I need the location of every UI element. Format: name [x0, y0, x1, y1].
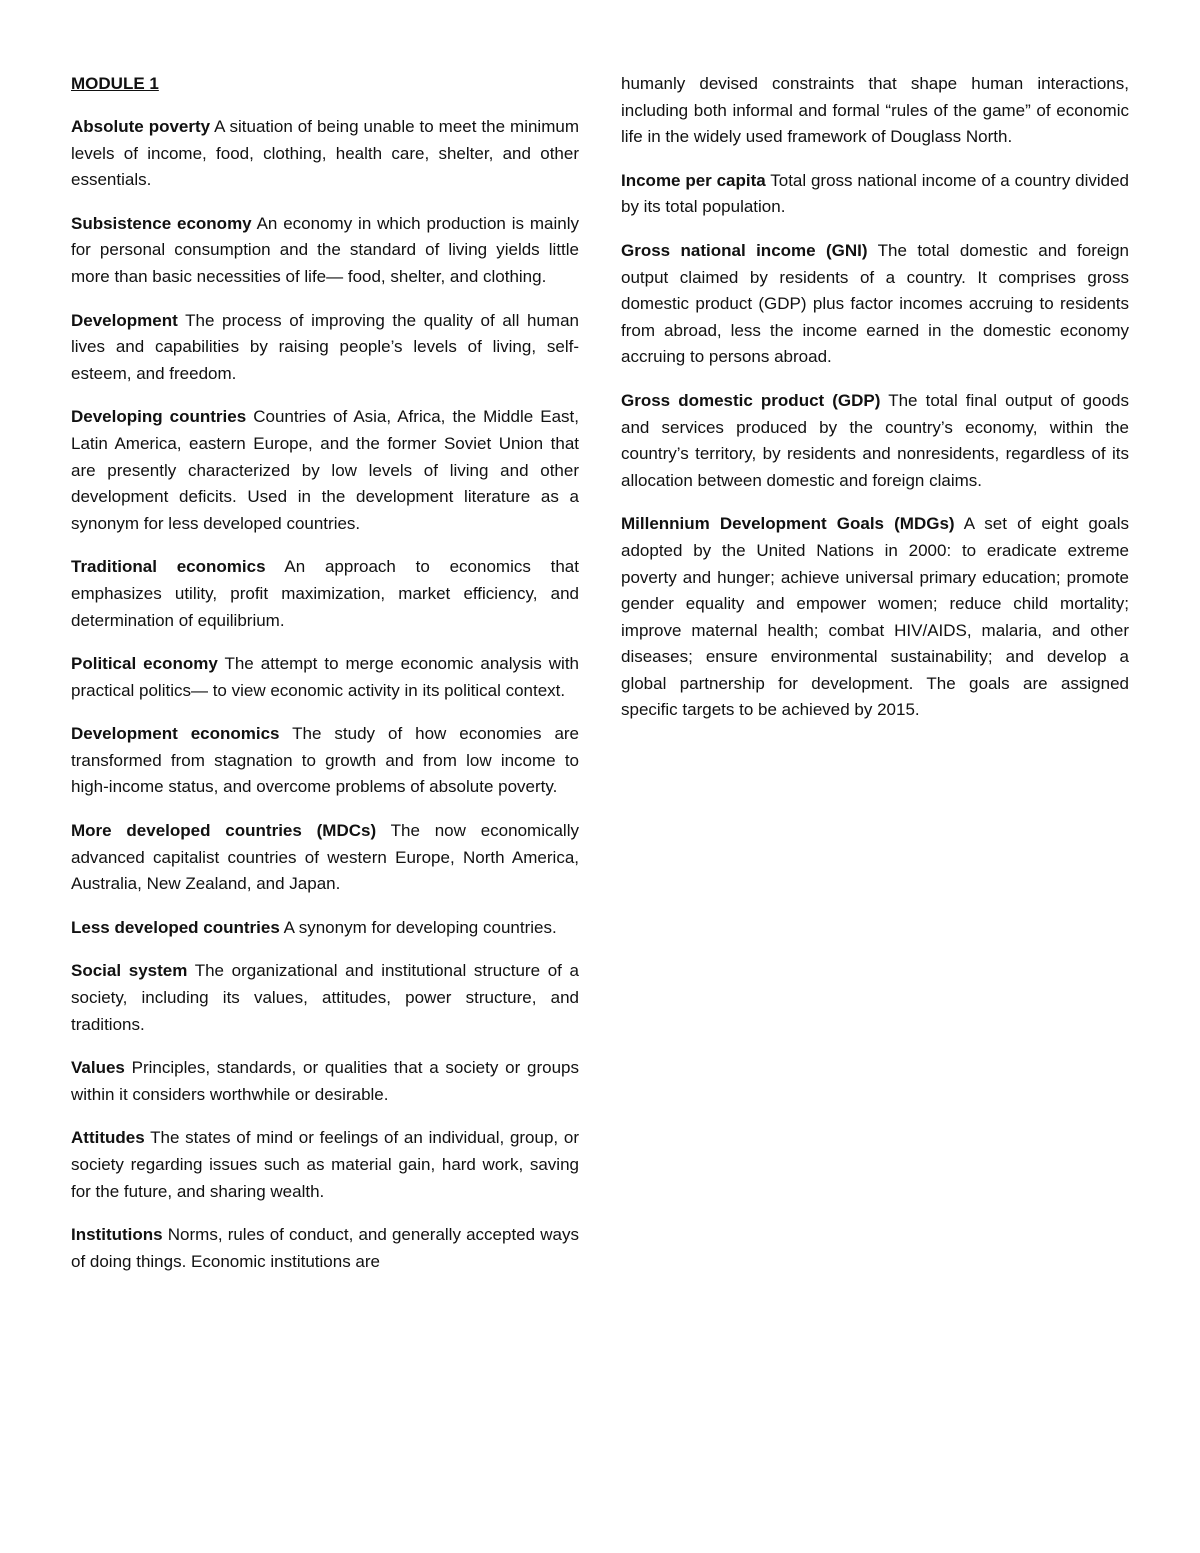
definition: The total domestic and foreign output claimed by residents of a country. It comprises gross domestic product (GDP) plus factor incomes accruing to residents from abroad, less the income earned in the domestic economy accruing to persons abroad.	[621, 240, 1129, 367]
term: Values	[71, 1058, 125, 1078]
glossary-entry-institutions	[71, 1222, 579, 1275]
term: Income per capita	[621, 170, 766, 190]
term: Millennium Development Goals (MDGs)	[621, 514, 955, 534]
definition: A situation of being unable to meet the minimum levels of income, food, clothing, health care, shelter, and other essentials.	[71, 117, 579, 190]
glossary-entry-developing-countries	[71, 404, 579, 537]
definition: The total final output of goods and services produced by the country’s economy, within the country’s territory, by residents and nonresidents, regardless of its allocation between domestic and foreign claims.	[621, 390, 1129, 490]
definition: Total gross national income of a country divided by its total population.	[621, 170, 1129, 217]
term: Gross national income (GNI)	[621, 240, 868, 260]
glossary-entry-attitudes	[71, 1125, 579, 1205]
definition: An economy in which production is mainly for personal consumption and the standard of living yields little more than basic necessities of life— food, shelter, and clothing.	[71, 213, 579, 286]
glossary-entry-millennium-development-goals	[621, 511, 1129, 724]
definition: A set of eight goals adopted by the United Nations in 2000: to eradicate extreme poverty and hunger; achieve universal primary education; promote gender equality and empower women; reduce child mortality; improve maternal health; combat HIV/AIDS, malaria, and other diseases; ensure environmental sustainability; and develop a global partnership for development. The goals are assigned specific targets to be achieved by 2015.	[621, 514, 1129, 720]
glossary-entry-subsistence-economy	[71, 211, 579, 291]
definition: The process of improving the quality of all human lives and capabilities by raising people’s levels of living, self-esteem, and freedom.	[71, 310, 579, 383]
left-column	[71, 71, 579, 1292]
term: Developing countries	[71, 407, 247, 427]
glossary-entry-traditional-economics	[71, 554, 579, 634]
glossary-entry-social-system	[71, 958, 579, 1038]
glossary-entry-institutions-continued	[621, 71, 1129, 151]
glossary-entry-absolute-poverty	[71, 114, 579, 194]
term: More developed countries (MDCs)	[71, 821, 377, 841]
glossary-entry-development-economics	[71, 721, 579, 801]
glossary-entry-development	[71, 308, 579, 388]
term: Less developed countries	[71, 917, 280, 937]
term: Institutions	[71, 1225, 163, 1245]
definition: Principles, standards, or qualities that a society or groups within it considers worthwhile or desirable.	[71, 1058, 579, 1104]
term: Gross domestic product (GDP)	[621, 390, 881, 410]
definition: The organizational and institutional structure of a society, including its values, attitudes, power structure, and traditions.	[71, 961, 579, 1034]
term: Development	[71, 310, 178, 330]
glossary-entry-values	[71, 1055, 579, 1108]
right-column	[621, 71, 1129, 741]
term: Attitudes	[71, 1128, 145, 1148]
term: Development economics	[71, 724, 280, 744]
term: Traditional economics	[71, 557, 266, 577]
definition: Countries of Asia, Africa, the Middle East, Latin America, eastern Europe, and the former Soviet Union that are presently characterized by low levels of living and other development deficits. Used in the development literature as a synonym for less developed countries.	[71, 407, 579, 533]
term: Political economy	[71, 654, 218, 674]
definition: Norms, rules of conduct, and generally accepted ways of doing things. Economic institutions are	[71, 1225, 579, 1271]
glossary-entry-income-per-capita	[621, 168, 1129, 221]
definition: A synonym for developing countries.	[283, 917, 557, 937]
definition: The states of mind or feelings of an individual, group, or society regarding issues such as material gain, hard work, saving for the future, and sharing wealth.	[71, 1128, 580, 1201]
definition: The study of how economies are transformed from stagnation to growth and from low income to high-income status, and overcome problems of absolute poverty.	[71, 724, 580, 797]
definition: The now economically advanced capitalist countries of western Europe, North America, Australia, New Zealand, and Japan.	[71, 821, 579, 894]
definition: humanly devised constraints that shape human interactions, including both informal and formal “rules of the game” of economic life in the widely used framework of Douglass North.	[621, 74, 1129, 147]
term: Social system	[71, 961, 188, 981]
glossary-entry-gross-national-income	[621, 238, 1129, 371]
glossary-entry-more-developed-countries	[71, 818, 579, 898]
term: Absolute poverty	[71, 117, 211, 136]
glossary-entry-political-economy	[71, 651, 579, 704]
glossary-entry-gross-domestic-product	[621, 388, 1129, 494]
glossary-entry-less-developed-countries	[71, 915, 579, 942]
definition: An approach to economics that emphasizes utility, profit maximization, market efficiency, and determination of equilibrium.	[71, 557, 579, 630]
definition: The attempt to merge economic analysis with practical politics— to view economic activity in its political context.	[71, 654, 579, 700]
module-title: MODULE 1	[71, 74, 159, 93]
term: Subsistence economy	[71, 213, 252, 233]
